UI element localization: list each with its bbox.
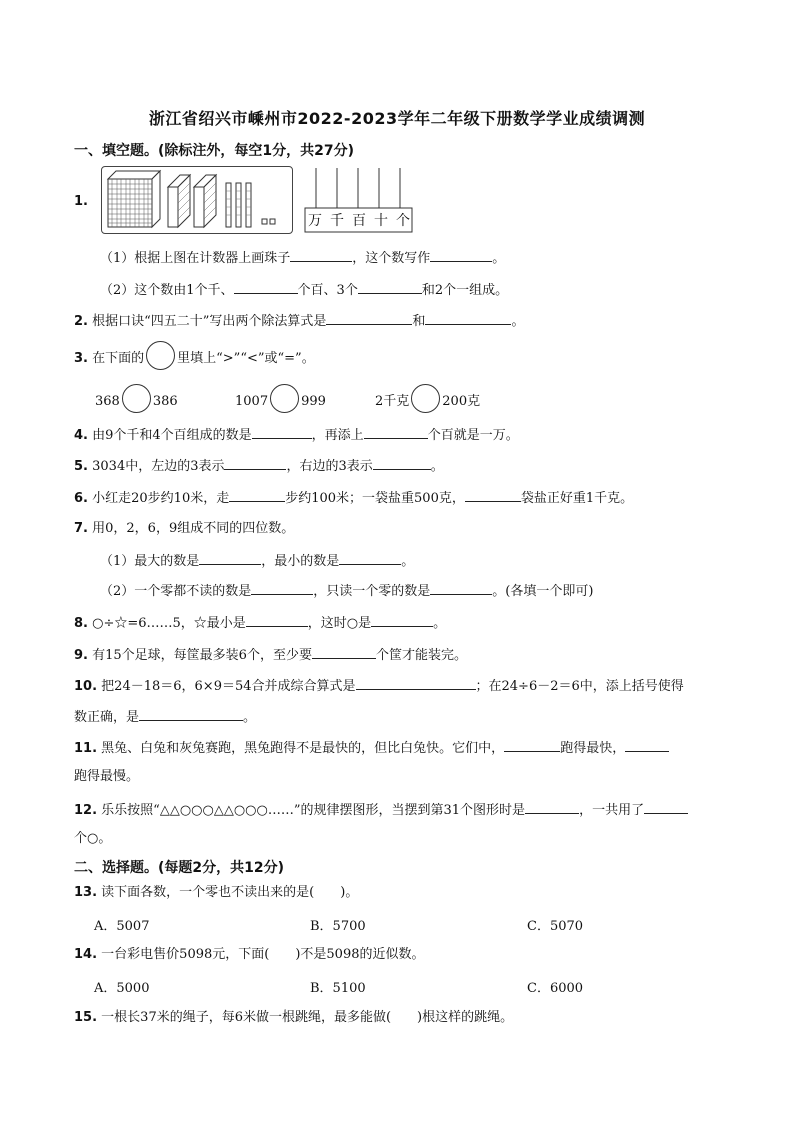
q11: 11. 黑兔、白兔和灰兔赛跑，黑兔跑得不是最快的，但比白兔快。它们中， 跑得最快， [74,739,669,758]
answer-blank[interactable] [224,457,286,470]
answer-blank[interactable] [465,489,521,502]
compare-circle[interactable] [146,341,175,370]
page-title: 浙江省绍兴市嵊州市2022-2023学年二年级下册数学学业成绩调测 [148,109,646,128]
q3-item-2: 1007 999 [235,390,326,413]
abacus-label-tens: 十 [374,213,388,229]
q2: 2. 根据口诀“四五二十”写出两个除法算式是 和 。 [74,314,525,329]
q9: 9. 有15个足球，每筐最多装6个，至少要 个筐才能装完。 [74,648,467,663]
q14: 14. 一台彩电售价5098元，下面( )不是5098的近似数。 [74,947,425,962]
compare-circle[interactable] [411,384,440,413]
base-ten-blocks-figure [101,166,293,234]
q3: 3. 在下面的 里填上“>”“<”或“=”。 [74,347,315,370]
q13-option-c[interactable]: C．5070 [527,919,584,934]
q13-option-a[interactable]: A．5007 [94,919,150,934]
q6: 6. 小红走20步约10米，走 步约100米；一袋盐重500克， 袋盐正好重1千克。 [74,491,634,506]
q14-option-a[interactable]: A．5000 [94,981,150,996]
q1-sub2: （2）这个数由1个千、 个百、3个 和2个一组成。 [100,283,509,298]
abacus-place-labels [304,210,414,230]
q4: 4. 由9个千和4个百组成的数是 ，再添上 个百就是一万。 [74,428,519,443]
q13-option-b[interactable]: B．5700 [310,919,366,934]
q7: 7. 用0，2，6，9组成不同的四位数。 [74,521,295,536]
compare-circle[interactable] [122,384,151,413]
q1-sub1: （1）根据上图在计数器上画珠子 ，这个数写作 。 [100,251,506,266]
answer-blank[interactable] [339,552,401,565]
answer-blank[interactable] [234,281,298,294]
base-ten-blocks-image [102,167,292,233]
q14-option-c[interactable]: C．6000 [527,981,584,996]
answer-blank[interactable] [430,582,492,595]
q7-sub2: （2）一个零都不读的数是 ，只读一个零的数是 。(各填一个即可) [100,584,594,599]
section-heading-multiple-choice: 二、选择题。(每题2分，共12分) [74,860,285,876]
answer-blank[interactable] [252,426,312,439]
answer-blank[interactable] [251,582,313,595]
answer-blank[interactable] [644,801,688,814]
q5: 5. 3034中，左边的3表示 ，右边的3表示 。 [74,459,444,474]
answer-blank[interactable] [326,312,412,325]
answer-blank[interactable] [504,739,560,752]
abacus-label-ones: 个 [396,213,410,229]
q3-item-1: 368 386 [95,390,178,413]
abacus-label-hundreds: 百 [352,213,366,229]
q7-sub1: （1）最大的数是 ，最小的数是 。 [100,554,415,569]
answer-blank[interactable] [373,457,431,470]
answer-blank[interactable] [371,614,433,627]
answer-blank[interactable] [430,249,492,262]
q12: 12. 乐乐按照“△△○○○△△○○○……”的规律摆图形，当摆到第31个图形时是 ，一共用了 [74,801,688,820]
q8: 8. ○÷☆=6……5，☆最小是 ，这时○是 。 [74,616,447,631]
answer-blank[interactable] [229,489,285,502]
q12-cont: 个○。 [74,831,112,846]
q10: 10. 把24－18＝6，6×9＝54合并成综合算式是 ；在24÷6－2＝6中，添上括号使得 [74,679,684,694]
abacus-label-ten-thousands: 万 [308,213,322,229]
answer-blank[interactable] [356,677,476,690]
abacus-label-thousands: 千 [330,213,344,229]
q11-cont: 跑得最慢。 [74,769,140,784]
answer-blank[interactable] [199,552,261,565]
answer-blank[interactable] [246,614,308,627]
abacus-counter [304,166,414,234]
q10-cont: 数正确，是 。 [74,710,257,725]
answer-blank[interactable] [139,708,243,721]
answer-blank[interactable] [312,646,376,659]
compare-circle[interactable] [270,384,299,413]
q15: 15. 一根长37米的绳子，每6米做一根跳绳，最多能做( )根这样的跳绳。 [74,1010,514,1025]
answer-blank[interactable] [290,249,352,262]
q14-option-b[interactable]: B．5100 [310,981,366,996]
q3-item-3: 2千克 200克 [375,390,480,413]
answer-blank[interactable] [625,739,669,752]
answer-blank[interactable] [425,312,511,325]
answer-blank[interactable] [358,281,422,294]
q13: 13. 读下面各数，一个零也不读出来的是( )。 [74,885,359,900]
answer-blank[interactable] [525,801,579,814]
answer-blank[interactable] [364,426,428,439]
q1-number: 1. [74,194,88,209]
section-heading-fill-in: 一、填空题。(除标注外，每空1分，共27分) [74,143,355,159]
